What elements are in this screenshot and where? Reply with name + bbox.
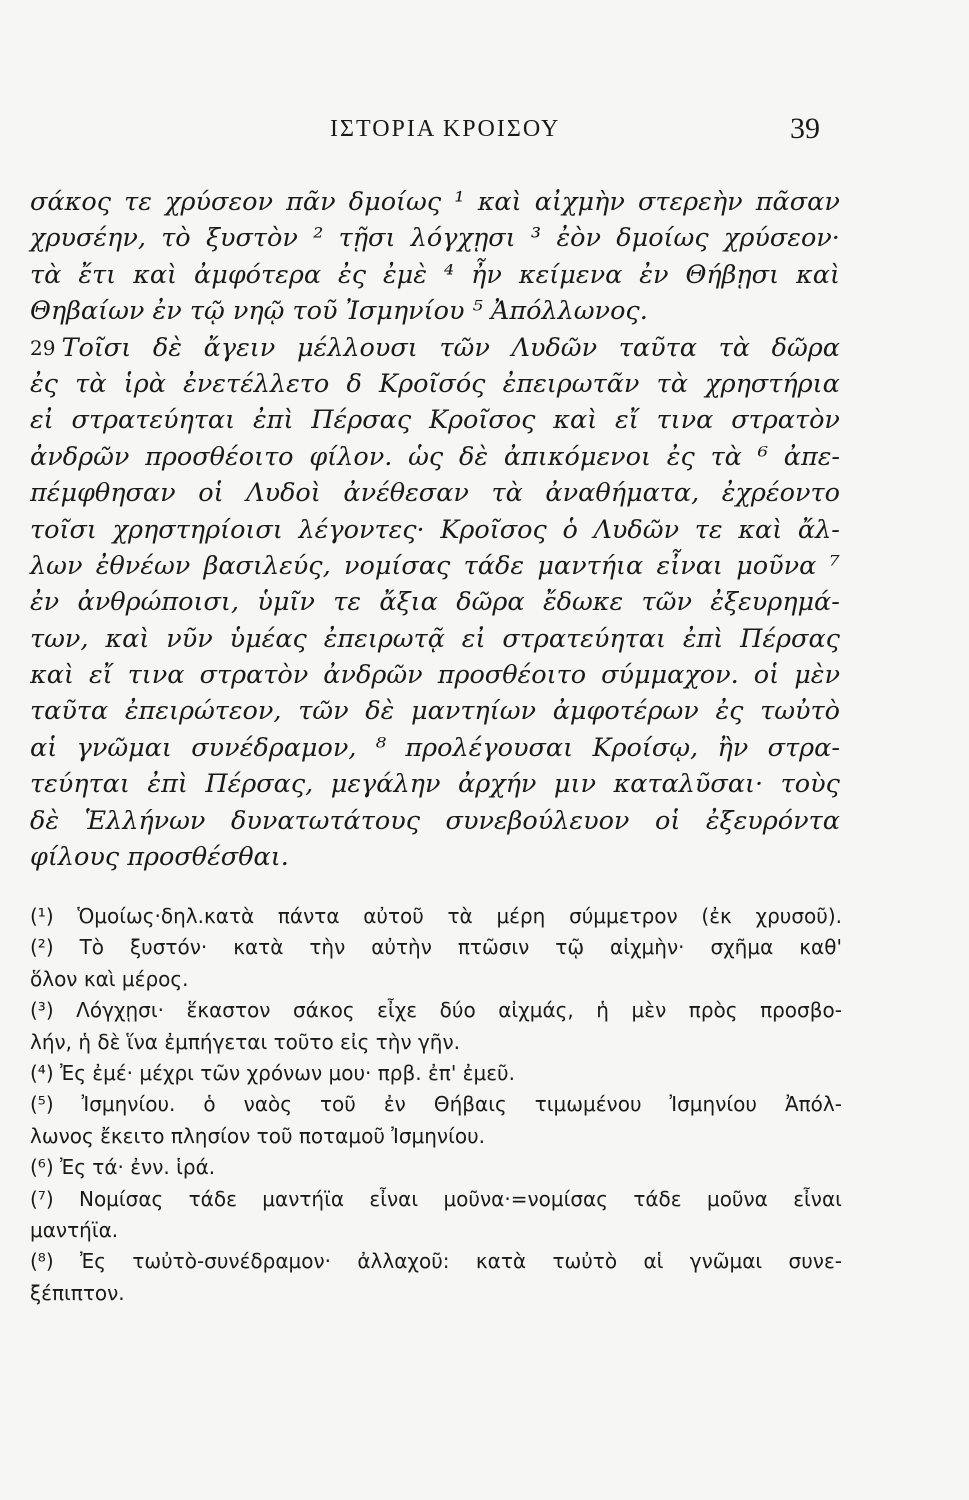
word: δῶρα <box>771 332 840 363</box>
word: Λυδῶν <box>511 332 598 363</box>
word: ἀναθήματα, <box>545 478 700 509</box>
word: Ἑλλήνων <box>84 805 206 836</box>
word: ² <box>313 223 324 254</box>
text-line <box>30 475 840 511</box>
word: ἐνετέλλετο <box>183 368 330 399</box>
word: κατὰ <box>475 1249 527 1274</box>
word: (⁵) <box>30 1092 54 1117</box>
word: ἐς <box>338 259 366 290</box>
text-line: Θηβαίων ἐν τῷ νηῷ τοῦ Ἰσμηνίου ⁵ Ἀπόλλωνος. <box>30 296 648 327</box>
word: αἱ <box>30 732 58 763</box>
text-line: φίλους προσθέσθαι. <box>30 842 289 873</box>
word: χρυσέην, <box>30 223 146 254</box>
word: σύμμετρον <box>569 904 678 928</box>
word: τε <box>333 587 362 618</box>
word: ἀλλαχοῦ: <box>357 1249 450 1274</box>
word: στρατεύηται <box>71 405 236 436</box>
word: ἀνδρῶν <box>323 660 423 691</box>
word: ἀνέθεσαν <box>343 478 469 509</box>
word: τὰ <box>491 478 523 509</box>
word: αἰχμὴν <box>534 187 625 217</box>
footnote-line: ξέπιπτον. <box>30 1280 125 1305</box>
word: γνῶμαι <box>689 1249 763 1274</box>
word: εἴ <box>88 660 113 691</box>
word: αἱ <box>643 1249 664 1274</box>
word: μέρη <box>496 904 546 928</box>
word: Κροίσῳ, <box>592 732 699 763</box>
word: ἐπειρωτᾶν <box>502 368 640 399</box>
word: αἰχμὴν· <box>610 935 685 960</box>
word: ⁸ <box>375 732 387 763</box>
word: ἐπὶ <box>253 405 294 436</box>
word: στρατεύηται <box>502 623 666 654</box>
footnote-line <box>30 995 842 1026</box>
word: ἀνδρῶν <box>30 441 130 472</box>
word: ἀπε- <box>783 441 840 472</box>
word: δ <box>346 368 362 399</box>
word: καὶ <box>796 259 840 290</box>
word: ἐπειρώτεον, <box>124 696 282 727</box>
word: τε <box>694 514 723 545</box>
word: Τοῖσι <box>61 332 132 363</box>
word: οἱ <box>654 805 681 836</box>
word: δὲ <box>458 441 489 472</box>
word: φίλον. <box>309 441 393 472</box>
word: εἰ <box>461 623 486 654</box>
word: προσθέοιτο <box>145 441 294 472</box>
word: σάκος <box>292 998 355 1023</box>
word: ἢν <box>717 732 749 763</box>
word: Λόγχῃσι· <box>76 998 164 1023</box>
footnote-line <box>30 932 842 963</box>
word: ἀρχήν <box>457 769 537 800</box>
word: πᾶσαν <box>755 187 840 217</box>
word: καὶ <box>30 660 74 691</box>
word: δὲ <box>365 696 395 727</box>
word: λόγχῃσι <box>410 223 516 254</box>
word: αἰχμάς, <box>498 998 574 1023</box>
word: καὶ <box>477 187 522 217</box>
word: καὶ <box>105 623 150 654</box>
word: ἐχρέοντο <box>721 478 840 509</box>
word: τωὐτὸ-συνέδραμον· <box>132 1249 332 1274</box>
word: εἴ <box>615 405 639 436</box>
word: ἔδωκε <box>542 587 624 618</box>
text-line <box>30 257 840 293</box>
word: Κροῖσός <box>379 368 486 399</box>
word: των, <box>30 623 89 654</box>
word: ἐς <box>30 368 58 399</box>
word: γνῶμαι <box>76 732 172 763</box>
word: μοῦνα <box>736 550 817 581</box>
word: ἐς <box>666 441 695 472</box>
word: Ἀπόλ- <box>784 1092 842 1117</box>
word: λέγοντες· <box>298 514 425 545</box>
word: ἐμὲ <box>382 259 427 290</box>
text-line <box>30 366 840 402</box>
word: δμοίως <box>616 223 709 254</box>
text-line <box>30 766 840 802</box>
word: τὸ <box>161 223 191 254</box>
word: αὐτοῦ <box>363 904 424 928</box>
word: ⁷ <box>829 550 840 581</box>
text-line <box>30 584 840 620</box>
word: καθ' <box>799 935 842 960</box>
word: ἀπικόμενοι <box>503 441 651 472</box>
section-number: 29 <box>30 335 56 360</box>
footnote-line <box>30 901 842 932</box>
text-line <box>30 803 840 839</box>
word: χρηστήρια <box>705 368 840 399</box>
word: μὲν <box>631 998 667 1023</box>
word: τάδε <box>463 550 525 581</box>
word: ἐξευρόντα <box>705 805 840 836</box>
word: ἡ <box>596 998 609 1023</box>
word: τῶν <box>641 587 692 618</box>
word: ¹ <box>454 187 465 217</box>
word: βασιλεύς, <box>203 550 331 581</box>
footnote-line <box>30 1184 842 1215</box>
word: μαντήια <box>537 550 644 581</box>
word: σάκος <box>30 187 111 217</box>
word: δῶρα <box>456 587 525 618</box>
word: μοῦνα·=νομίσας <box>443 1186 608 1211</box>
word: τὰ <box>656 368 688 399</box>
text-line-section-start <box>30 330 840 366</box>
word: τὰ <box>710 441 742 472</box>
word: ταῦτα <box>618 332 697 363</box>
word: Κροῖσος <box>428 405 536 436</box>
word: καὶ <box>738 514 783 545</box>
word: χρύσεον· <box>723 223 840 254</box>
word: τὰ <box>718 332 750 363</box>
word: Ἰσμηνίου <box>669 1092 757 1117</box>
word: Λυδοὶ <box>246 478 321 509</box>
word: ὑμέας <box>229 623 307 654</box>
word: Ὁμοίως·δηλ.κατὰ <box>77 904 255 928</box>
word: δὲ <box>152 332 182 363</box>
word: ὡς <box>408 441 444 472</box>
page-header <box>30 112 830 152</box>
word: τωὐτὸ <box>760 696 840 727</box>
word: ἄλ- <box>797 514 840 545</box>
word: ὁ <box>203 1092 216 1117</box>
word: Νομίσας <box>78 1186 164 1211</box>
word: ταῦτα <box>30 696 109 727</box>
word: τοῦ <box>320 1092 356 1117</box>
word: τοῖσι <box>30 514 97 545</box>
word: ναὸς <box>243 1092 292 1117</box>
word: εἶναι <box>369 1186 419 1211</box>
word: πᾶν <box>286 187 336 217</box>
word: προσθέοιτο <box>437 660 587 691</box>
word: χρύσεον <box>165 187 273 217</box>
word: τῶν <box>298 696 349 727</box>
word: (²) <box>30 935 54 960</box>
word: σχῆμα <box>710 935 774 960</box>
word: αὐτὴν <box>371 935 432 960</box>
text-line <box>30 657 840 693</box>
text-line <box>30 512 840 548</box>
word: ⁶ <box>757 441 768 472</box>
footnotes <box>30 901 842 1309</box>
word: ⁴ <box>443 259 455 290</box>
word: ἀνθρώποισι, <box>77 587 240 618</box>
footnote-line: (⁶) Ἐς τά· ἐνν. ἱρά. <box>30 1155 216 1180</box>
text-line <box>30 548 840 584</box>
footnote-line <box>30 1246 842 1277</box>
footnote-line: λήν, ἡ δὲ ἵνα ἐμπήγεται τοῦτο εἰς τὴν γῆν. <box>30 1029 461 1054</box>
word: νομίσας <box>344 550 451 581</box>
word: ξυστὸν <box>205 223 298 254</box>
word: τῇσι <box>338 223 396 254</box>
word: συνε- <box>788 1249 842 1274</box>
word: ἐπὶ <box>682 623 724 654</box>
footnote-line: μαντήϊα. <box>30 1217 119 1242</box>
word: τοὺς <box>780 769 840 800</box>
word: κατὰ <box>233 935 284 960</box>
word: ἐν <box>383 1092 406 1117</box>
word: μιν <box>553 769 596 800</box>
word: (¹) <box>30 904 54 928</box>
text-line <box>30 184 840 220</box>
word: δυνατωτάτους <box>230 805 421 836</box>
word: στερεὴν <box>637 187 743 217</box>
word: σύμμαχον. <box>601 660 739 691</box>
word: Λυδῶν <box>593 514 680 545</box>
word: ἐπειρωτᾷ <box>323 623 445 654</box>
footnote-line <box>30 1089 842 1120</box>
word: εἶναι <box>793 1186 842 1211</box>
word: προλέγουσαι <box>405 732 574 763</box>
word: πάντα <box>277 904 340 928</box>
word: τωὐτὸ <box>552 1249 618 1274</box>
text-line <box>30 621 840 657</box>
word: μοῦνα <box>706 1186 768 1211</box>
word: ἐν <box>30 587 60 618</box>
main-text <box>30 184 840 875</box>
word: Πέρσας <box>740 623 840 654</box>
word: (³) <box>30 998 54 1023</box>
word: καὶ <box>133 259 178 290</box>
word: οἱ <box>198 478 224 509</box>
word: εἰ <box>30 405 54 436</box>
word: Ἰσμηνίου. <box>81 1092 176 1117</box>
word: στρα- <box>767 732 840 763</box>
word: τῷ <box>555 935 585 960</box>
word: οἱ <box>753 660 780 691</box>
word: ἐπὶ <box>147 769 188 800</box>
word: δὲ <box>30 805 60 836</box>
word: Θήβαις <box>433 1092 507 1117</box>
word: ἐθνέων <box>95 550 191 581</box>
word: μαντηίων <box>411 696 537 727</box>
word: δύο <box>439 998 476 1023</box>
text-line-content <box>61 330 840 366</box>
word: προσβο- <box>760 998 842 1023</box>
word: ἀμφότερα <box>194 259 322 290</box>
word: Πέρσας <box>311 405 412 436</box>
word: (⁸) <box>30 1249 54 1274</box>
word: τάδε <box>633 1186 682 1211</box>
word: εἶναι <box>656 550 723 581</box>
word: ἐὸν <box>556 223 601 254</box>
word: ἦν <box>471 259 502 290</box>
text-line <box>30 693 840 729</box>
word: μαντήϊα <box>262 1186 345 1211</box>
word: τε <box>124 187 152 217</box>
word: νῦν <box>166 623 213 654</box>
word: ἔτι <box>78 259 117 290</box>
word: εἶχε <box>377 998 418 1023</box>
word: καὶ <box>553 405 598 436</box>
word: (ἐκ <box>701 904 732 928</box>
word: ἐν <box>639 259 669 290</box>
word: μεγάλην <box>330 769 441 800</box>
word: ἄξια <box>379 587 438 618</box>
word: Ἐς <box>79 1249 106 1274</box>
word: πρὸς <box>688 998 738 1023</box>
word: μὲν <box>794 660 840 691</box>
text-line <box>30 402 840 438</box>
word: συνέδραμον, <box>191 732 357 763</box>
word: μέλλουσι <box>296 332 418 363</box>
word: Τὸ <box>79 935 105 960</box>
word: Πέρσας, <box>205 769 314 800</box>
word: χρηστηρίοισι <box>112 514 283 545</box>
running-head: ΙΣΤΟΡΙΑ ΚΡΟΙΣΟΥ <box>330 116 561 142</box>
word: ἐς <box>715 696 744 727</box>
word: πτῶσιν <box>457 935 530 960</box>
word: Κροῖσος <box>440 514 547 545</box>
word: κείμενα <box>518 259 623 290</box>
word: συνεβούλευον <box>445 805 630 836</box>
word: τὰ <box>30 259 62 290</box>
word: στρατὸν <box>199 660 309 691</box>
page-number: 39 <box>790 112 820 145</box>
word: ξυστόν· <box>130 935 208 960</box>
word: ὁ <box>562 514 578 545</box>
word: Θήβῃσι <box>685 259 780 290</box>
word: τεύηται <box>30 769 130 800</box>
word: τάδε <box>188 1186 237 1211</box>
word: τὴν <box>309 935 346 960</box>
word: τιμωμένου <box>534 1092 642 1117</box>
word: στρατὸν <box>731 405 840 436</box>
word: τὰ <box>75 368 107 399</box>
text-line <box>30 220 840 256</box>
word: ³ <box>530 223 542 254</box>
footnote-line: λωνος ἔκειτο πλησίον τοῦ ποταμοῦ Ἰσμηνίου. <box>30 1123 486 1148</box>
word: χρυσοῦ). <box>755 904 842 928</box>
word: ἐξευρημά- <box>710 587 840 618</box>
word: ἱρὰ <box>123 368 166 399</box>
text-line <box>30 730 840 766</box>
word: καταλῦσαι· <box>613 769 764 800</box>
word: ἕκαστον <box>186 998 271 1023</box>
word: ἄγειν <box>203 332 276 363</box>
word: δμοίως <box>348 187 442 217</box>
footnote-line: (⁴) Ἐς ἐμέ· μέχρι τῶν χρόνων μου· πρβ. ἐπ' ἐμεῦ. <box>30 1060 515 1085</box>
word: τινα <box>656 405 714 436</box>
footnote-line: ὅλον καὶ μέρος. <box>30 966 189 991</box>
text-line <box>30 439 840 475</box>
word: τῶν <box>439 332 490 363</box>
word: τινα <box>127 660 185 691</box>
word: τὰ <box>447 904 473 928</box>
word: ἀμφοτέρων <box>552 696 699 727</box>
word: ὑμῖν <box>257 587 315 618</box>
word: (⁷) <box>30 1186 54 1211</box>
word: πέμφθησαν <box>30 478 176 509</box>
word: λων <box>30 550 83 581</box>
